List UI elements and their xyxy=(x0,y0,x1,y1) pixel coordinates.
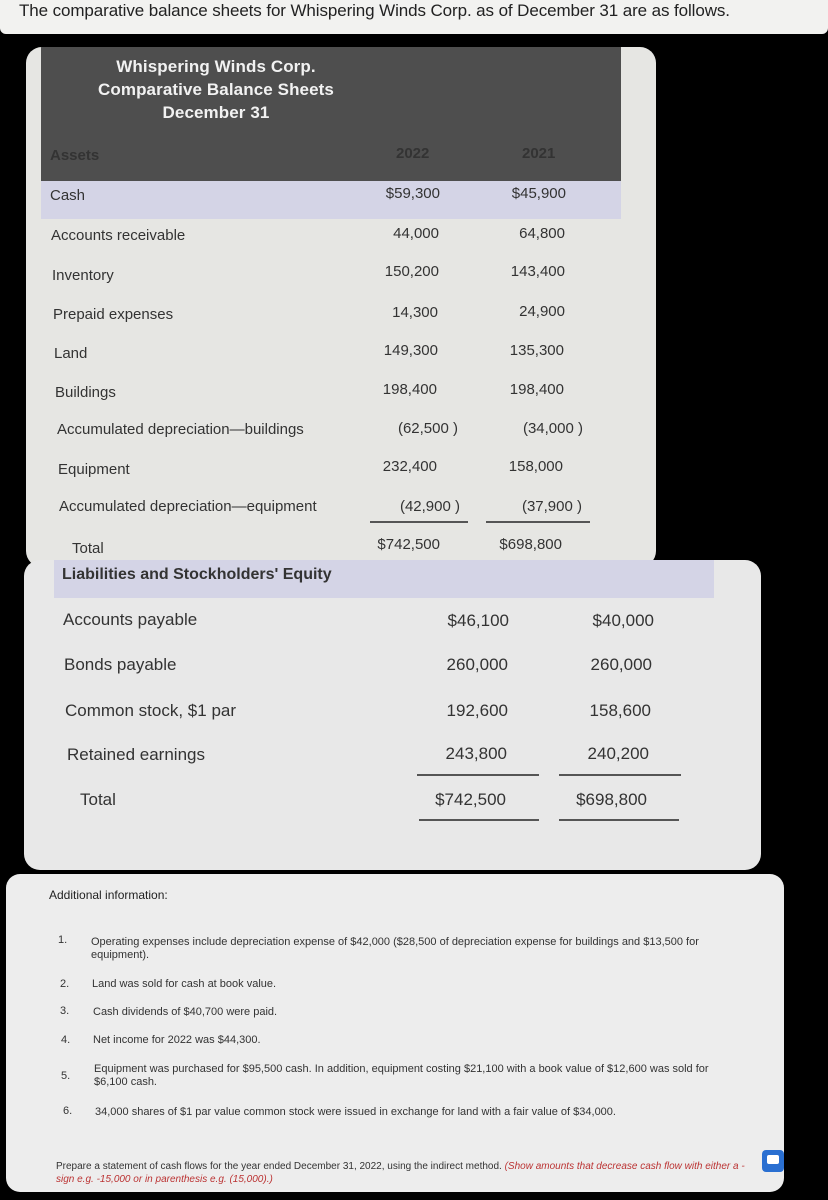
instructions-note: (Show amounts that decrease cash flow with either a - sign e.g. -15,000 or in parenthesis e.g. (15,000).) xyxy=(56,1161,745,1185)
asset-row-2022: (62,500 ) xyxy=(397,420,458,437)
asset-row-label: Equipment xyxy=(58,461,130,478)
info-item-number: 4. xyxy=(61,1034,71,1046)
total-double-rule xyxy=(559,819,679,821)
info-item-text: Net income for 2022 was $44,300. xyxy=(93,1034,261,1046)
liability-row-2022: 192,600 xyxy=(446,701,508,720)
asset-row-2022: 150,200 xyxy=(384,263,439,280)
info-item-text: Cash dividends of $40,700 were paid. xyxy=(93,1006,278,1018)
subtotal-rule xyxy=(417,774,539,776)
asset-row-label: Accumulated depreciation—buildings xyxy=(57,421,304,438)
additional-info-title: Additional information: xyxy=(49,888,168,902)
info-item-text: Equipment was purchased for $95,500 cash. In addition, equipment costing $21,100 with a book value of $12,600 was sold for $6,100 cash. xyxy=(94,1063,709,1088)
liability-row-label: Bonds payable xyxy=(64,655,177,674)
question-text: The comparative balance sheets for Whispering Winds Corp. as of December 31 are as follows. xyxy=(19,1,730,20)
asset-row-2021: 158,000 xyxy=(508,458,563,475)
liability-row-label: Retained earnings xyxy=(67,745,205,764)
chat-icon[interactable] xyxy=(762,1150,784,1172)
asset-row-label: Land xyxy=(54,345,88,362)
liability-row-2022: $46,100 xyxy=(447,611,509,630)
liability-row-2021: 260,000 xyxy=(590,655,652,674)
liability-row-2021: $40,000 xyxy=(592,611,654,630)
asset-row-label: Accounts receivable xyxy=(51,227,186,244)
asset-row-2021: $45,900 xyxy=(511,185,566,202)
asset-row-2021: 143,400 xyxy=(510,263,565,280)
company-name: Whispering Winds Corp. xyxy=(116,57,316,76)
asset-row-label: Accumulated depreciation—equipment xyxy=(59,498,317,515)
liabilities-header: Liabilities and Stockholders' Equity xyxy=(62,566,332,583)
asset-row-2021: 198,400 xyxy=(509,381,564,398)
info-item-text: Land was sold for cash at book value. xyxy=(92,978,277,990)
col-2021-header: 2021 xyxy=(522,145,556,162)
info-item-number: 1. xyxy=(58,934,68,946)
question-banner xyxy=(0,0,828,34)
liability-row-2021: 158,600 xyxy=(589,701,651,720)
subtotal-rule xyxy=(486,521,590,523)
info-item-number: 5. xyxy=(61,1070,71,1082)
asset-row-2022: $59,300 xyxy=(385,185,440,202)
assets-total-2021: $698,800 xyxy=(499,536,562,553)
asset-row-2022: 198,400 xyxy=(382,381,437,398)
liabilities-total-label: Total xyxy=(80,790,116,809)
statement-title: Comparative Balance Sheets xyxy=(98,80,334,99)
subtotal-rule xyxy=(370,521,468,523)
info-item-text: Operating expenses include depreciation expense of $42,000 ($28,500 of depreciation expense for buildings and $13,500 for equipment). xyxy=(91,936,699,961)
asset-row-2022: 232,400 xyxy=(382,458,437,475)
liabilities-card xyxy=(24,560,761,870)
asset-row-2021: (37,900 ) xyxy=(521,498,582,515)
asset-row-2022: 149,300 xyxy=(383,342,438,359)
asset-row-label: Cash xyxy=(50,187,86,204)
asset-row-label: Inventory xyxy=(52,267,114,284)
info-item-number: 2. xyxy=(60,978,70,990)
additional-info-card xyxy=(6,874,784,1192)
asset-row-2022: 44,000 xyxy=(393,225,439,242)
subtotal-rule xyxy=(559,774,681,776)
asset-row-2021: (34,000 ) xyxy=(522,420,583,437)
liability-row-2021: 240,200 xyxy=(587,744,649,763)
assets-total-label: Total xyxy=(72,540,104,557)
assets-header: Assets xyxy=(50,147,100,164)
statement-date: December 31 xyxy=(162,103,270,122)
col-2022-header: 2022 xyxy=(396,145,430,162)
info-item-number: 6. xyxy=(63,1105,73,1117)
liability-row-label: Common stock, $1 par xyxy=(65,701,237,720)
asset-row-2022: (42,900 ) xyxy=(399,498,460,515)
liabilities-total-2021: $698,800 xyxy=(576,790,647,809)
asset-row-2022: 14,300 xyxy=(392,304,438,321)
liability-row-2022: 243,800 xyxy=(445,744,507,763)
liability-row-2022: 260,000 xyxy=(446,655,508,674)
instructions xyxy=(56,1160,756,1186)
asset-row-label: Buildings xyxy=(55,384,116,401)
asset-row-2021: 135,300 xyxy=(509,342,564,359)
assets-card xyxy=(26,47,656,567)
asset-row-2021: 64,800 xyxy=(519,225,565,242)
liabilities-total-2022: $742,500 xyxy=(435,790,506,809)
asset-row-label: Prepaid expenses xyxy=(53,306,174,323)
asset-row-2021: 24,900 xyxy=(519,303,565,320)
total-double-rule xyxy=(419,819,539,821)
liability-row-label: Accounts payable xyxy=(63,610,198,629)
instructions-main: Prepare a statement of cash flows for the year ended December 31, 2022, using the indirect method. xyxy=(56,1161,502,1172)
info-item-number: 3. xyxy=(60,1005,70,1017)
assets-total-2022: $742,500 xyxy=(377,536,440,553)
info-item-text: 34,000 shares of $1 par value common stock were issued in exchange for land with a fair value of $34,000. xyxy=(95,1106,616,1118)
